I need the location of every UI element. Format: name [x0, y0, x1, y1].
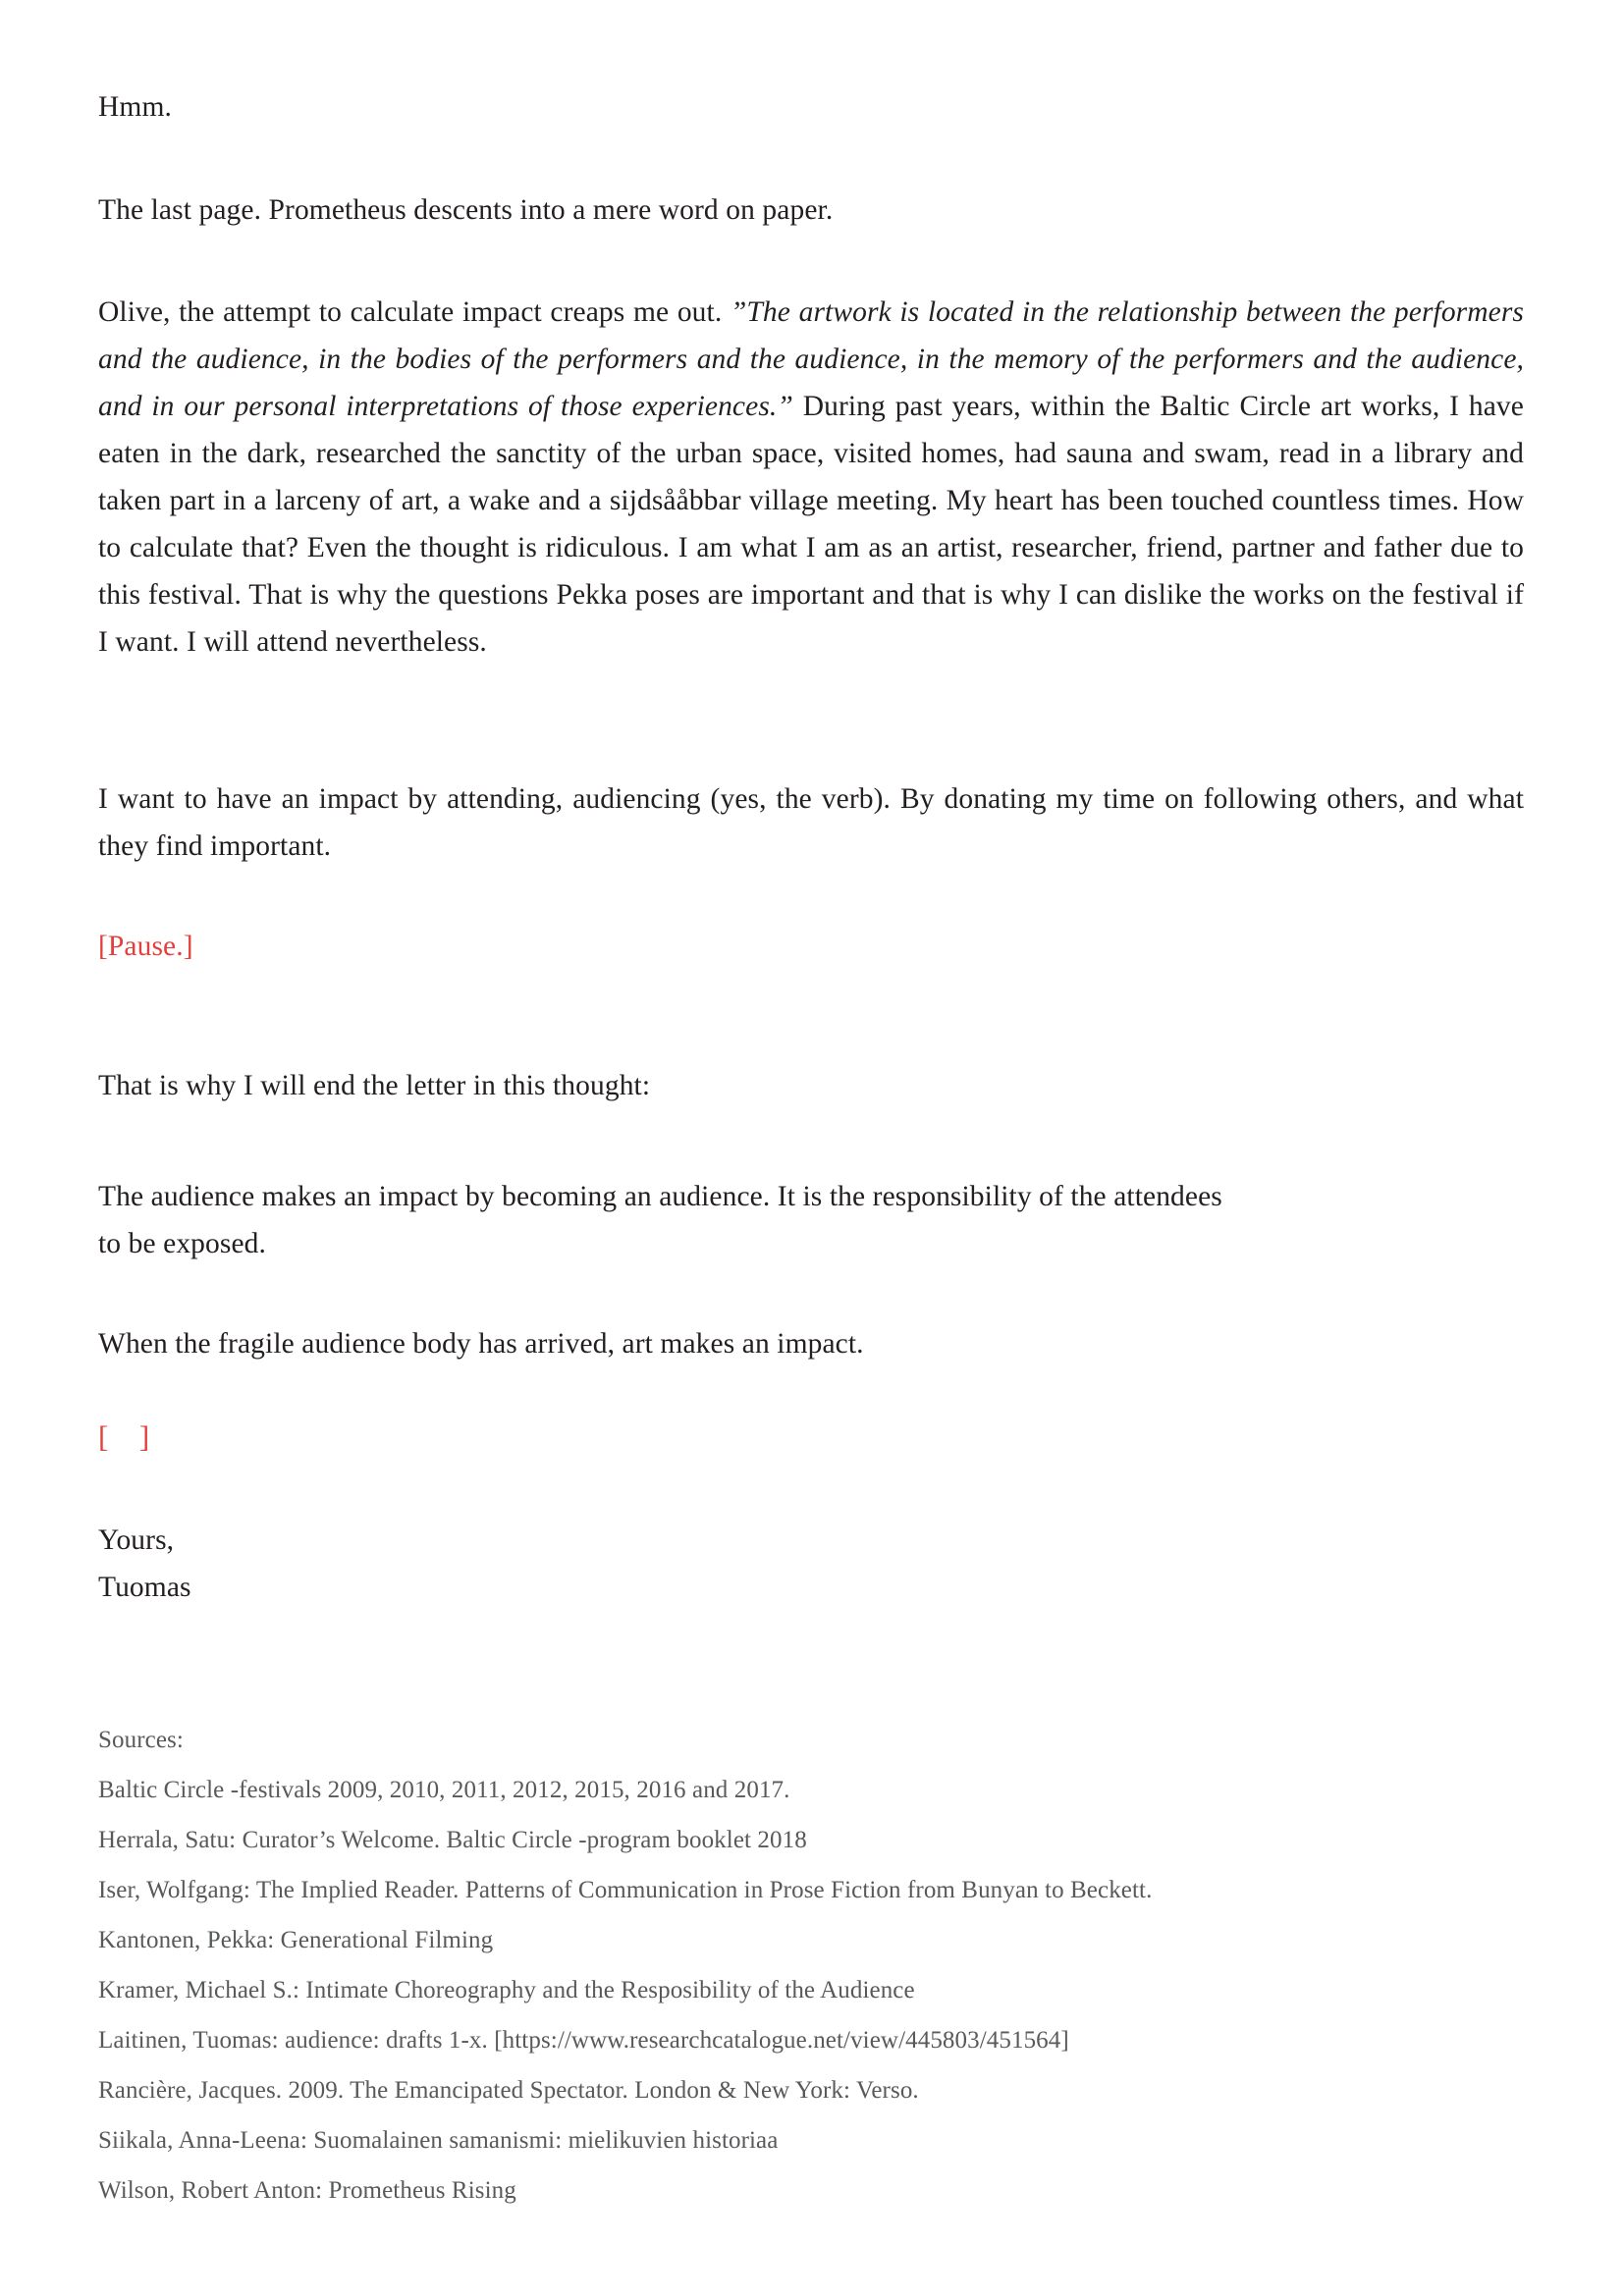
source-entry: Iser, Wolfgang: The Implied Reader. Patterns of Communication in Prose Fiction from Bunyan to Beckett.: [98, 1877, 1153, 1903]
paragraph-text: During past years, within the Baltic Circle art works, I have eaten in the dark, researched the sanctity of the urban space, visited homes, had sauna and swam, read in a library and taken part in a larceny of art, a wake and a sijdsååbbar village meeting. My heart has been touched countless times. How to calculate that? Even the thought is ridiculous. I am what I am as an artist, researcher, friend, partner and father due to this festival. That is why the questions Pekka poses are important and that is why I can dislike the works on the festival if I want. I will attend nevertheless.: [98, 391, 1524, 658]
source-entry: Siikala, Anna-Leena: Suomalainen samanismi: mielikuvien historiaa: [98, 2127, 779, 2154]
impact-paragraph: I want to have an impact by attending, audiencing (yes, the verb). By donating my time on following others, and what they find important.: [98, 783, 1524, 862]
source-entry: Kantonen, Pekka: Generational Filming: [98, 1927, 494, 1953]
paragraph-text: Olive, the attempt to calculate impact creaps me out.: [98, 296, 731, 328]
audience-statement-line2: to be exposed.: [98, 1228, 266, 1259]
last-page-line: The last page. Prometheus descents into a mere word on paper.: [98, 194, 834, 226]
signoff-block: [98, 1517, 1524, 1611]
quoted-italic-text: ”The artwork is located in the relationship between the performers and the audience, in the bodies of the performers and the audience, in the memory of the performers and the audience, and in our personal interpretations of those experiences.”: [98, 296, 1525, 422]
main-paragraph: [98, 289, 1524, 666]
signature: Tuomas: [98, 1572, 191, 1603]
sources-heading: Sources:: [98, 1727, 184, 1753]
source-entry: Kramer, Michael S.: Intimate Choreography and the Resposibility of the Audience: [98, 1977, 915, 2003]
signoff: Yours,: [98, 1524, 175, 1556]
end-intro-line: That is why I will end the letter in this thought:: [98, 1070, 651, 1101]
source-entry: Herrala, Satu: Curator’s Welcome. Baltic Circle -program booklet 2018: [98, 1827, 807, 1853]
empty-brackets-marker: [ ]: [98, 1419, 150, 1454]
source-entry: Laitinen, Tuomas: audience: drafts 1-x. [https://www.researchcatalogue.net/view/445803/451564]: [98, 2027, 1069, 2054]
audience-statement: [98, 1173, 1524, 1267]
pause-marker: [Pause.]: [98, 931, 193, 962]
fragile-statement: When the fragile audience body has arrived, art makes an impact.: [98, 1328, 864, 1360]
opening-line: Hmm.: [98, 91, 172, 123]
source-entry: Wilson, Robert Anton: Prometheus Rising: [98, 2177, 516, 2204]
source-entry: Rancière, Jacques. 2009. The Emancipated Spectator. London & New York: Verso.: [98, 2077, 919, 2104]
audience-statement-line1: The audience makes an impact by becoming an audience. It is the responsibility of the attendees: [98, 1181, 1222, 1212]
source-entry: Baltic Circle -festivals 2009, 2010, 2011, 2012, 2015, 2016 and 2017.: [98, 1777, 790, 1803]
sources-section: [98, 1715, 1524, 2216]
sources-list: [98, 1765, 1524, 2216]
